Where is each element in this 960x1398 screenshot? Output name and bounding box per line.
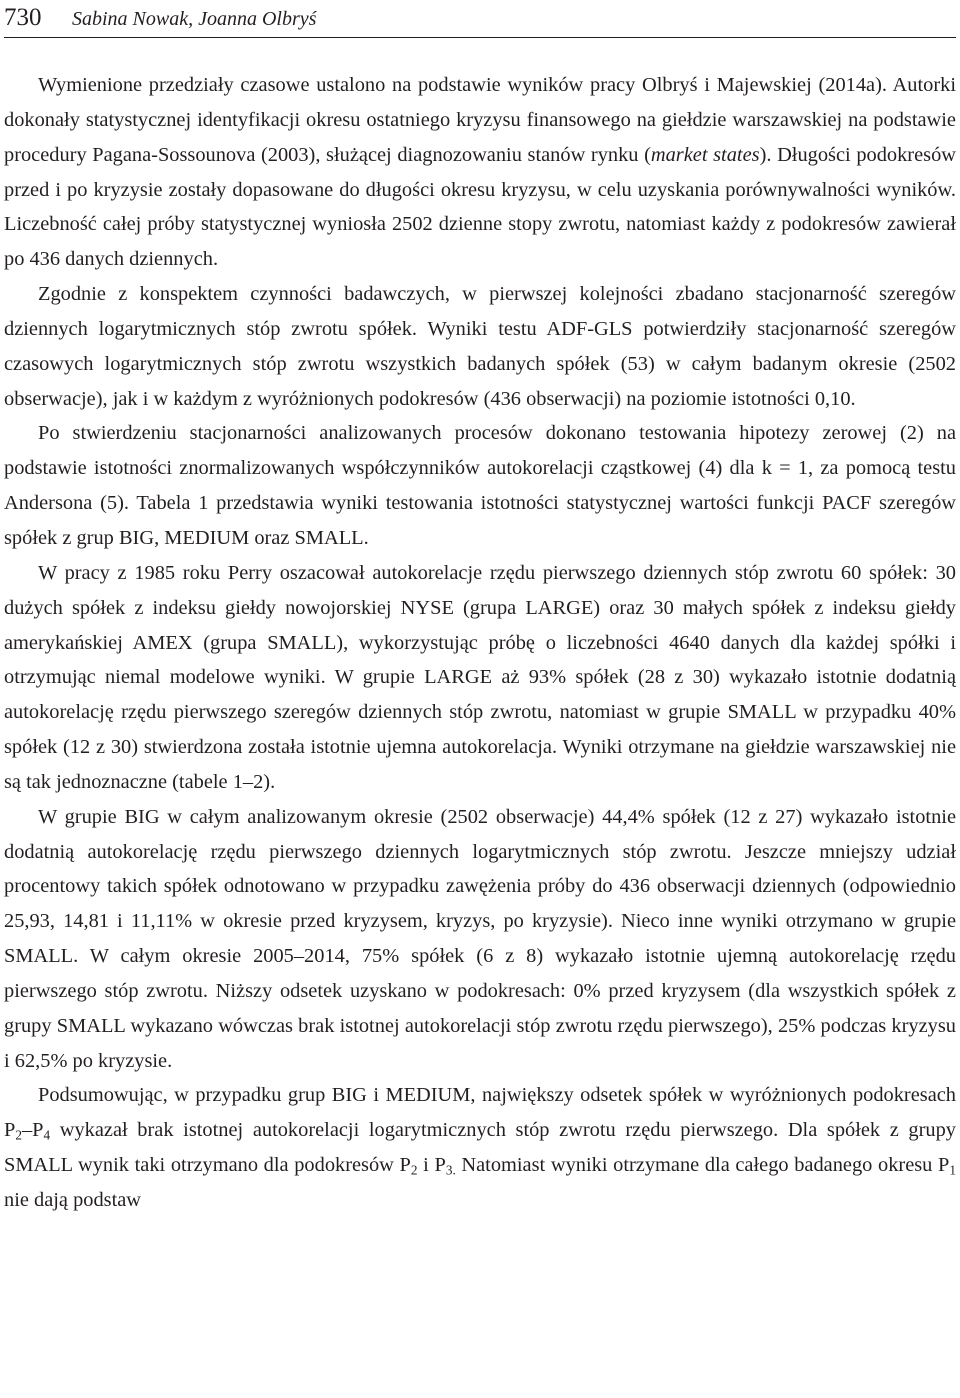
subscript-4: 4 — [43, 1127, 51, 1143]
article-body — [4, 68, 956, 1218]
paragraph-6-text-2: –P — [21, 1119, 44, 1142]
subscript-3: 3. — [445, 1162, 456, 1178]
header-rule — [4, 37, 956, 38]
page-number: 730 — [4, 4, 42, 31]
paragraph-3: Po stwierdzeniu stacjonarności analizowanych procesów dokonano testowania hipotezy zerowej (2) na podstawie istotności znormalizowanych współczynników autokorelacji cząstkowej (4) dla k = 1, za pomocą testu Andersona (5). Tabela 1 przedstawia wyniki testowania istotności statystycznej wartości funkcji PACF szeregów spółek z grup BIG, MEDIUM oraz SMALL. — [4, 422, 956, 549]
paragraph-6 — [4, 1078, 956, 1217]
running-head-authors: Sabina Nowak, Joanna Olbryś — [72, 8, 317, 30]
paragraph-2: Zgodnie z konspektem czynności badawczych, w pierwszej kolejności zbadano stacjonarność szeregów dziennych logarytmicznych stóp zwrotu spółek. Wyniki testu ADF-GLS potwierdziły stacjonarność szeregów czasowych logarytmicznych stóp zwrotu wszystkich badanych spółek (53) w całym badanym okresie (2502 obserwacje), jak i w każdym z wyróżnionych podokresów (436 obserwacji) na poziomie istotności 0,10. — [4, 283, 956, 410]
paragraph-6-text-6: nie dają podstaw — [4, 1189, 142, 1211]
paragraph-4: W pracy z 1985 roku Perry oszacował autokorelacje rzędu pierwszego dziennych stóp zwrotu 60 spółek: 30 dużych spółek z indeksu giełdy nowojorskiej NYSE (grupa LARGE) oraz 30 małych spółek z indeksu giełdy amerykańskiej AMEX (grupa SMALL), wykorzystując próbę o liczebności 4640 danych dla każdej spółki i otrzymując niemal modelowe wyniki. W grupie LARGE aż 93% spółek (28 z 30) wykazało istotnie dodatnią autokorelację rzędu pierwszego szeregów dziennych stóp zwrotu, natomiast w grupie SMALL w przypadku 40% spółek (12 z 30) stwierdzona została istotnie ujemna autokorelacja. Wyniki otrzymane na giełdzie warszawskiej nie są tak jednoznaczne (tabele 1–2). — [4, 561, 956, 793]
paragraph-1 — [4, 68, 956, 277]
subscript-2a: 2 — [15, 1127, 22, 1143]
paragraph-6-text-1: Podsumowując, w przypadku grup BIG i MEDIUM, największy odsetek spółek w wyróżnionych podokresach P — [4, 1084, 956, 1142]
paragraph-6-text-3: wykazał brak istotnej autokorelacji logarytmicznych stóp zwrotu rzędu pierwszego. Dla spółek z grupy SMALL wynik taki otrzymano dla podokresów P — [4, 1119, 956, 1177]
paragraph-6-text-4: i P — [417, 1154, 446, 1177]
term-market-states: market states — [650, 143, 760, 166]
subscript-2b: 2 — [410, 1162, 418, 1178]
paragraph-6-text-5: Natomiast wyniki otrzymane dla całego badanego okresu P — [455, 1154, 950, 1177]
paragraph-5: W grupie BIG w całym analizowanym okresie (2502 obserwacje) 44,4% spółek (12 z 27) wykazało istotnie dodatnią autokorelację rzędu pierwszego dziennych logarytmicznych stóp zwrotu. Jeszcze mniejszy udział procentowy takich spółek odnotowano w przypadku zawężenia próby do 436 obserwacji dziennych (odpowiednio 25,93, 14,81 i 11,11% w okresie przed kryzysem, kryzys, po kryzysie). Nieco inne wyniki otrzymano w grupie SMALL. W całym okresie 2005–2014, 75% spółek (6 z 8) wykazało istotnie ujemną autokorelację rzędu pierwszego stóp zwrotu. Niższy odsetek uzyskano w podokresach: 0% przed kryzysem (dla wszystkich spółek z grupy SMALL wykazano wówczas brak istotnej autokorelacji stóp zwrotu rzędu pierwszego), 25% podczas kryzysu i 62,5% po kryzysie. — [4, 805, 956, 1072]
subscript-1: 1 — [949, 1162, 956, 1178]
running-header — [4, 0, 956, 40]
paragraph-1-text-b: ). Długości podokresów przed i po kryzysie zostały dopasowane do długości okresu kryzysu, w celu uzyskania porównywalności wyników. Liczebność całej próby statystycznej wyniosła 2502 dzienne stopy zwrotu, natomiast każdy z podokresów zawierał po 436 danych dziennych. — [4, 143, 956, 271]
paragraph-1-text-a: Wymienione przedziały czasowe ustalono na podstawie wyników pracy Olbryś i Majewskiej (2014a). Autorki dokonały statystycznej identyfikacji okresu ostatniego kryzysu finansowego na giełdzie warszawskiej na podstawie procedury Pagana-Sossounova (2003), służącej diagnozowaniu stanów rynku ( — [4, 74, 956, 166]
